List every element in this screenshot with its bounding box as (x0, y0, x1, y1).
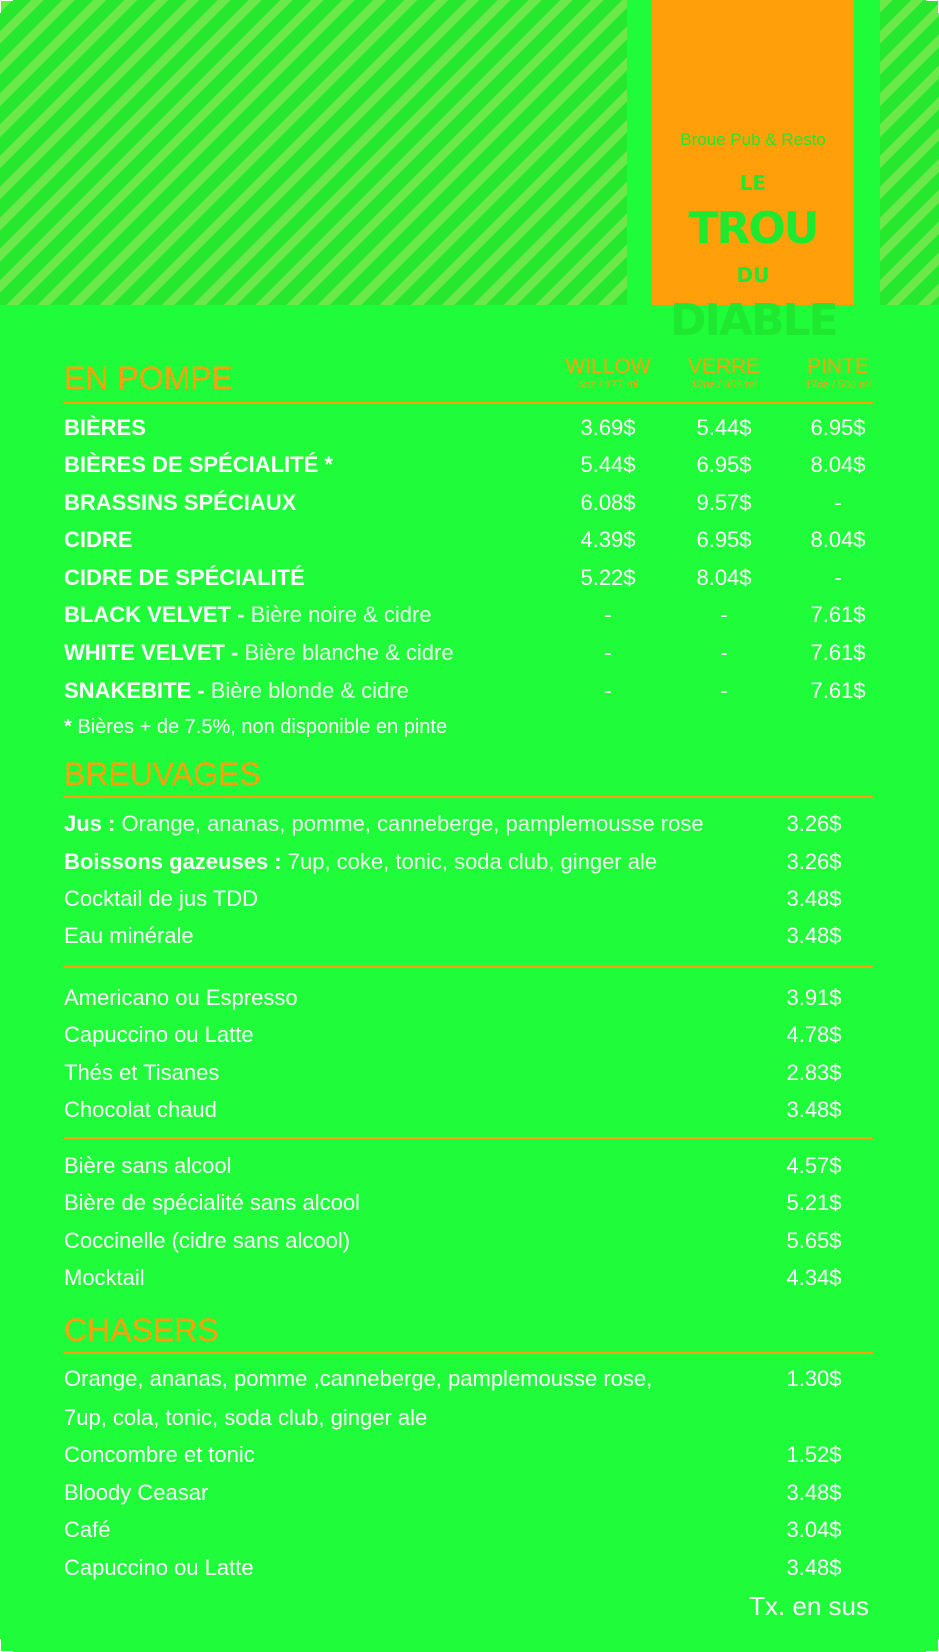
menu-row: Café 3.04$ (64, 1517, 842, 1542)
section-title-en-pompe: EN POMPE (64, 360, 233, 396)
menu-row: WHITE VELVET - Bière blanche & cidre - - 7.61$ (64, 640, 866, 665)
menu-row: CIDRE DE SPÉCIALITÉ 5.22$ 8.04$ - (64, 565, 842, 590)
logo-diable: DIABLE (670, 295, 837, 346)
section-title-breuvages: BREUVAGES (64, 756, 261, 792)
divider (63, 402, 873, 404)
menu-row: Orange, ananas, pomme ,canneberge, pamplemousse rose, 1.30$ (64, 1366, 842, 1391)
menu-row: BIÈRES 3.69$ 5.44$ 6.95$ (64, 415, 866, 440)
menu-row: Jus : Orange, ananas, pomme, canneberge, pamplemousse rose 3.26$ (64, 811, 842, 836)
section-title-chasers: CHASERS (64, 1312, 219, 1348)
menu-row: BRASSINS SPÉCIAUX 6.08$ 9.57$ - (64, 490, 842, 515)
divider (63, 1352, 873, 1354)
column-header-pinte: PINTE 17oz / 500 ml (804, 355, 872, 391)
divider (63, 966, 873, 968)
menu-row: CIDRE 4.39$ 6.95$ 8.04$ (64, 527, 866, 552)
crop-mark (926, 0, 939, 13)
menu-row: Americano ou Espresso 3.91$ (64, 985, 842, 1010)
logo-subtitle: Broue Pub & Resto (680, 130, 826, 149)
menu-row: Bière de spécialité sans alcool 5.21$ (64, 1190, 842, 1215)
striped-banner-right (880, 0, 939, 305)
logo-le: LE (739, 171, 767, 195)
divider (63, 1137, 873, 1139)
striped-banner-left (0, 0, 627, 305)
menu-row: Cocktail de jus TDD 3.48$ (64, 886, 842, 911)
menu-row: Eau minérale 3.48$ (64, 923, 842, 948)
menu-header (0, 0, 939, 346)
menu-row: Concombre et tonic 1.52$ (64, 1442, 842, 1467)
menu-row: Boissons gazeuses : 7up, coke, tonic, soda club, ginger ale 3.26$ (64, 849, 842, 874)
menu-row: 7up, cola, tonic, soda club, ginger ale (64, 1405, 428, 1430)
menu-row: Thés et Tisanes 2.83$ (64, 1060, 842, 1085)
crop-mark (0, 0, 13, 13)
logo-wordmark (670, 160, 836, 344)
column-header-verre: VERRE 12oz / 355 ml (687, 355, 761, 391)
crop-mark (926, 1639, 939, 1652)
menu-row: Chocolat chaud 3.48$ (64, 1097, 842, 1122)
column-header-willow: WILLOW 6oz / 177 ml (565, 355, 651, 391)
logo-du: DU (736, 263, 770, 287)
menu-row: Bière sans alcool 4.57$ (64, 1153, 842, 1178)
menu-row: SNAKEBITE - Bière blonde & cidre - - 7.61$ (64, 678, 866, 703)
menu-row: Mocktail 4.34$ (64, 1265, 842, 1290)
footnote: * Bières + de 7.5%, non disponible en pinte (64, 716, 448, 738)
tax-note: Tx. en sus (749, 1591, 869, 1621)
menu-row: BLACK VELVET - Bière noire & cidre - - 7.61$ (64, 602, 866, 627)
menu-row: Coccinelle (cidre sans alcool) 5.65$ (64, 1228, 842, 1253)
menu-row: Capuccino ou Latte 4.78$ (64, 1022, 842, 1047)
menu-row: BIÈRES DE SPÉCIALITÉ * 5.44$ 6.95$ 8.04$ (64, 452, 866, 477)
divider (63, 796, 873, 798)
crop-mark (0, 1639, 13, 1652)
menu-row: Capuccino ou Latte 3.48$ (64, 1555, 842, 1580)
menu-row: Bloody Ceasar 3.48$ (64, 1480, 842, 1505)
logo-trou: TROU (688, 203, 818, 254)
logo-panel (652, 0, 854, 346)
